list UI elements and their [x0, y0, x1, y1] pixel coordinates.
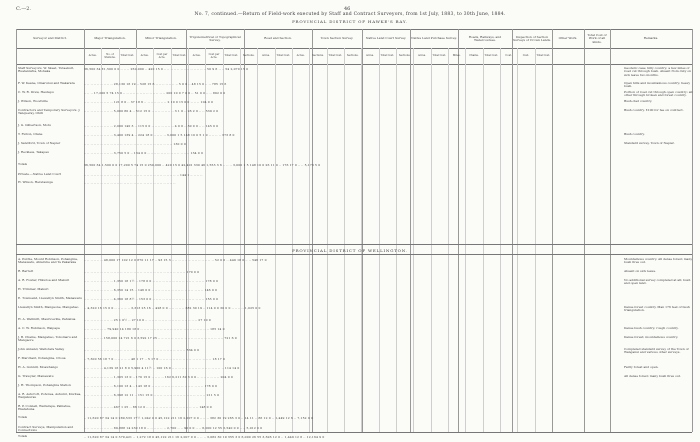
table-row	[16, 306, 692, 313]
surveyor-name: R. Barrett	[18, 269, 34, 273]
table-row	[16, 100, 692, 107]
table-row	[16, 181, 692, 188]
table-row	[16, 133, 692, 140]
surveyor-name: H. Trimmer, Makuri	[18, 287, 49, 291]
column-group-header: Minor Triangulation.	[145, 36, 177, 41]
totals-row	[16, 435, 692, 442]
column-subheader: Cost.	[505, 54, 512, 58]
row-values: .. .. .. .. .. .. .. .. .. 121 8 0 .. 37 18 6 .. .. .. .. .. .. .. 2 10 0 15 0 0 .. .. .. 104 0 0	[84, 100, 214, 104]
row-values: .. .. .. .. .. .. 4,139 16 21 8 0 5,900 4 11½ .. 100 16 0 .. .. .. .. .. .. .. .. .. .. .. .. .. .. .. .. 114 14 0	[84, 366, 240, 370]
remark: Bush country. £100 for fee on contract.	[624, 108, 684, 112]
table-row	[16, 375, 692, 382]
row-values: 36,500 34 £1,500 0 0 .. .. .. 250,000 .. 420 15 0 .. .. .. .. .. .. .. .. .. .. .. .. .. 50 9 6 .. .. 54 2,070 15 0	[84, 67, 249, 71]
remark: Open hills and mountainous country; heavy bush.	[624, 81, 691, 89]
table-row	[16, 109, 692, 116]
row-values: .. .. .. .. .. .. .. .. .. 28,130 16 19 .. 528 15 6 .. .. .. .. .. .. .. 5 0 0 .. 48 15 0 .. .. 785 15 6	[84, 82, 227, 86]
row-values: .. .. .. .. .. .. .. .. .. .. .. .. .. .. .. .. .. .. .. .. .. .. .. .. .. .. .. .. .. 144 1 .. .. .. ..	[84, 173, 203, 177]
table-row	[16, 348, 692, 355]
table-row	[16, 297, 692, 304]
table-row	[16, 151, 692, 158]
row-values: .. .. .. .. .. .. .. .. .. 25 1 0½ .. 27 10 0 .. .. .. .. .. .. .. .. .. .. .. .. .. .. .. .. 27 10 0	[84, 318, 211, 322]
column-subheader: Total Cost.	[484, 54, 499, 58]
remark: All dense forest; many bush fires out.	[624, 374, 681, 378]
row-values: .. .. .. .. .. .. .. .. .. 6,100 13 4 .. 143 18 0 .. .. .. .. .. .. .. .. .. .. .. .. .. .. .. .. 178 0 0	[84, 384, 218, 388]
row-values: .. .. .. .. .. .. .. .. .. 5,000 80 4 .. 512 15 0 .. .. .. .. .. .. .. 3 1 0 .. 26 2 0 .. .. 539 2 0	[84, 109, 219, 113]
column-subheader: Sections.	[242, 54, 255, 58]
surveyor-name: Contract Surveys, Manipulation and Connections	[18, 425, 74, 433]
column-group-header: Other Work.	[558, 36, 578, 41]
table-row	[16, 91, 692, 98]
column-group-header: Town Section Survey.	[320, 36, 354, 41]
table-row	[16, 318, 692, 325]
surveyor-name: A. R. Fowler, Hikuroa and Makuri	[18, 278, 70, 282]
surveyor-name: C. W. R. Drew, Hautapu	[18, 90, 54, 94]
column-subheader: Total Cost.	[536, 54, 551, 58]
table-row	[16, 66, 692, 77]
row-values: .. .. .. .. .. .. .. .. .. 1,350 18 1½ .. 178 0 0 .. .. .. .. .. .. .. .. .. .. .. .. .. .. .. .. 178 0 0	[84, 279, 219, 283]
row-values: .. .. .. .. .. .. .. .. .. .. .. .. .. .. .. .. .. .. .. .. .. .. .. .. .. .. .. 130 0 0	[84, 142, 186, 146]
row-values: .. .. .. .. .. .. .. .. .. 467 1 25 .. 86 12 0 .. .. .. .. .. .. .. .. .. .. .. .. .. .. .. .. 148 0 0	[84, 405, 212, 409]
surveyor-name: J. Reckless, Takapau	[18, 150, 49, 154]
table-row	[16, 366, 692, 373]
column-subheader: Sections.	[312, 54, 324, 58]
row-values: .. .. .. .. .. .. .. .. .. 2,000 140 3 .. 115 0 0 .. .. .. .. .. .. .. 4 0 0 .. 30 0 0 .. .. 145 0 0	[84, 124, 219, 128]
column-subheader: Total Cost.	[328, 54, 343, 58]
column-subheader: Acres.	[262, 54, 270, 58]
table-row	[16, 173, 692, 180]
column-header-surveyor: Surveyor and District.	[33, 36, 67, 41]
column-subheader: Chains.	[469, 54, 479, 58]
row-values: .. .. .. .. .. .. .. .. .. .. .. .. .. .. .. .. .. .. .. .. .. .. .. .. .. .. .. ..	[84, 181, 176, 185]
surveyor-name: Totals	[18, 162, 28, 166]
column-group-header: Total Cost of Work of all kinds.	[587, 32, 607, 44]
surveyor-name: Private.—Native Land Court	[18, 172, 62, 176]
column-subheader: Acres.	[192, 54, 201, 58]
table-row	[16, 142, 692, 149]
page-ref: C.—2.	[16, 6, 32, 12]
table-row	[16, 279, 692, 286]
column-subheader: Cost per Acre.	[156, 52, 168, 59]
surveyor-name: Contractors and Temporary Surveyors. J. Tanqueray, Ohiti	[18, 108, 81, 116]
table-row	[16, 357, 692, 364]
table-row	[16, 405, 692, 412]
table-row	[16, 384, 692, 391]
remark: Dense forest country. Man 176 feet of bush triangulation.	[624, 305, 690, 313]
column-subheader: Miles.	[452, 54, 461, 58]
remark: Completed standard survey of the Town of Wanganui and various other surveys.	[624, 347, 689, 355]
rule	[16, 64, 692, 65]
row-values: .. .. .. .. .. .. .. .. .. 4,360 18 8½ .. 153 0 0 .. .. .. .. .. .. .. .. .. .. .. .. .. .. .. .. 153 0 0	[84, 297, 219, 301]
row-values: .. .. .. .. .. .. .. .. .. 6,398 12 11 .. 151 15 0 .. .. .. .. .. .. .. .. .. .. .. .. .. .. .. .. 211 5 0	[84, 393, 220, 397]
remark: Dense bush country; rough country.	[624, 326, 679, 330]
surveyor-name: J. Sandford, Town of Napier	[18, 141, 61, 145]
surveyor-name: A. Purdie, Mount Robinson, Pohangina, Manawatu, Ahiaruhe and Te Pakaraka	[18, 257, 78, 265]
remark: Bush country.	[624, 132, 645, 136]
surveyor-name: A. C. W. Rubinson, Waipapa	[18, 326, 60, 330]
column-subheader: Total Cost.	[224, 54, 239, 58]
table-row	[16, 426, 692, 433]
column-group-header: Native Land Purchase Survey.	[411, 36, 457, 41]
totals-row	[16, 163, 692, 170]
table-row	[16, 327, 692, 334]
column-group-header: Roads, Railways, and Watercourses.	[468, 34, 502, 42]
row-values: .. .. .. .. .. .. .. .. .. 6,350 14 15 .. 146 0 0 .. .. .. .. .. .. .. .. .. .. .. .. .. .. .. .. 146 0 0	[84, 288, 218, 292]
column-group-header: Major Triangulation.	[94, 36, 126, 41]
column-subheader: Total Cost.	[380, 54, 395, 58]
rule	[16, 244, 692, 245]
column-subheader: Acres.	[418, 54, 426, 58]
row-values: 36,500 34 1,500 0 0 17,200 5 74 15 0 250,000 .. 420 15 0 42,401 330 46 1,553 3 6 .. .. .. 3,000 1 5 148 10 0 26 11 0 .. 176 17 0 .. .. 5,173 5 0	[84, 163, 321, 167]
surveyor-name: Staff Surveyors. W. Skeet, Tutaekuri, Ruataniwha, Mohaka	[18, 66, 75, 74]
column-subheader: Cost per Acre.	[208, 52, 220, 59]
column-subheader: Acres.	[140, 54, 149, 58]
row-values: .. .. .. 17,200 5 74 15 0 .. .. .. .. .. .. .. .. .. .. .. .. .. 200 10 0 7 0 0 .. 51 0 0 .. .. 892 0 0	[84, 91, 226, 95]
column-subheader: Acres.	[296, 54, 305, 58]
remark: Absent on sick leave.	[624, 269, 657, 273]
table-row	[16, 82, 692, 89]
column-group-header: Native Land Court Survey.	[365, 36, 407, 41]
rule	[16, 29, 692, 30]
totals-row	[16, 416, 692, 423]
row-values: .. 4,320 16 15 0 0 .. .. .. .. .. 3,313 25 16 .. 428 0 0 .. .. .. .. .. 382 30 19 .. 114 0 0 30 0 0 .. .. .. .. 1,025 0 0	[84, 306, 261, 310]
remark: Portion of road cut through open country; all other through broken and forest country.	[624, 90, 693, 98]
surveyor-name: Llewellyn Smith, Mangaone, Mangahao	[18, 305, 79, 309]
column-subheader: Total Cost.	[432, 54, 447, 58]
surveyor-name: R. P. Connell, Wairarapa, Pahiatua, Ekatahuna	[18, 404, 71, 412]
row-values: .. .. .. .. .. .. 158,000 14 721 6 0 3,592 17 25 .. .. .. .. .. .. .. .. .. .. .. .. .. .. .. .. .. .. .. .. 721 6 0	[84, 336, 237, 340]
column-subheader: Cost.	[522, 54, 530, 58]
surveyor-name: J. B. Chaine, Mangahao, Tokomaru and Mangaore	[18, 335, 78, 343]
row-values: .. .. .. .. .. .. 48,000 17 102 12 0 870 11 17 .. 93 15 3 .. .. .. .. .. .. .. .. .. .. .. .. .. 52 0 0 .. 449 18 0 .. .. 546 17 0	[84, 258, 267, 262]
column-group-header: Trigonometrical or Topographical Survey.	[189, 34, 241, 42]
row-values: .. 11,620 87 34 14 0 379,421 .. 1,272 18 0 45,122 211 16 2,007 0 0 .. .. .. 3,082 30 19 355 3 0 6,000 26 55 3,626 12 0 .. 1,449 12 6 .. 12,164 9 0	[84, 435, 325, 439]
section-title-wellington: PROVINCIAL DISTRICT OF WELLINGTON.	[292, 248, 408, 253]
page-title: No. 7, continued.—Return of Field-work executed by Staff and Contract Surveyors, from 1st July, 1883, to 30th June, 1884.	[194, 12, 506, 17]
surveyor-name: Totals	[18, 434, 28, 438]
row-values: .. .. .. .. .. .. .. .. .. .. .. .. .. .. .. .. .. .. .. .. .. .. .. .. .. .. .. .. .. .. .. 170 0 0	[84, 270, 200, 274]
row-values: .. .. .. .. .. .. .. .. .. 1,305 13 0 .. 170 15 0 .. .. .. .. 162 6,211 30 3 0 0 .. .. .. .. .. .. .. 204 0 0	[84, 375, 233, 379]
remark: Geodetic case; hilly country; a few miles of road cut through bush. Absent from duty on sick leave two months.	[624, 66, 692, 77]
column-group-header: Road and Section.	[264, 36, 292, 41]
remark: Dense forest; mountainous country.	[624, 335, 679, 339]
surveyor-name: Totals	[18, 415, 28, 419]
table-row	[16, 288, 692, 295]
column-rule	[692, 29, 693, 432]
table-row	[16, 393, 692, 400]
column-subheader: Total Cost.	[276, 54, 291, 58]
row-values: .. .. .. .. .. .. .. .. .. .. .. .. .. .. .. .. .. .. .. .. .. .. .. .. .. .. .. .. .. .. .. 534 0 0	[84, 348, 200, 352]
remark: Mountainous country. All dense forest; many bush fires out.	[624, 257, 693, 265]
surveyor-name: E. Townsend, Llewellyn Smith, Manawatu	[18, 296, 82, 300]
column-subheader: Acres.	[366, 54, 374, 58]
column-group-header: Remarks.	[643, 36, 659, 41]
column-subheader: Total Cost.	[120, 54, 135, 58]
column-subheader: Sections.	[398, 54, 411, 58]
remark: Fairly forest and open.	[624, 365, 659, 369]
surveyor-name: A. R. Ashcroft, Pohotea, Ashurst, Kiwitea, Waipukurau	[18, 392, 82, 400]
surveyor-name: G. Trawyler, Manawatu	[18, 374, 54, 378]
remark: No additional survey completed at all; bush and open land.	[624, 278, 691, 286]
rule	[16, 48, 692, 49]
surveyor-name: H. A. Gunnill, Moawhango	[18, 365, 59, 369]
surveyor-name: J. Wilson, Woodville	[18, 99, 48, 103]
remark: Standard survey, Town of Napier.	[624, 141, 675, 145]
surveyor-name: T. Fulton, Otane	[18, 132, 43, 136]
surveyor-name: J. H. Thompson, Pohangina Station	[18, 383, 71, 387]
surveyor-name: F. W. Keane, Omarunui and Wakarara	[18, 81, 75, 85]
column-subheader: Total Cost.	[172, 54, 187, 58]
surveyor-name: H. Wilson, Heretaunga	[18, 180, 53, 184]
surveyor-name: J. G. Gilbertson, Motu	[18, 123, 51, 127]
row-values: .. 11,620 87 34 14 0 289,533 17½ 1,042 0 0 45,122 211 16 2,007 0 0 .. .. .. 382 30 19 265 3 0 .. 14 11 .. 86 12 0 .. 1,449 12 6 .. 7,152 9 0	[84, 416, 314, 420]
table-row	[16, 336, 692, 343]
page-number: 46	[344, 6, 351, 12]
table-row	[16, 258, 692, 265]
table-row	[16, 270, 692, 277]
surveyor-name: John Annand, Waitotara Valley	[18, 347, 65, 351]
row-values: .. .. .. .. .. .. .. .. .. 89,888 14 230 18 0 .. .. .. .. .. .. 2,700 .. .. 90 0 0 .. .. 6,000 12 55 3,540 0 0 .. .. 5,012 0 0	[84, 426, 263, 430]
row-values: .. 7,300 56 18 7 0 .. .. .. .. .. 48 1 17 .. 5 17 0 .. .. .. .. .. .. .. .. .. .. .. .. .. .. .. .. 18 17 0	[84, 357, 226, 361]
remark: Bush-clad country.	[624, 99, 653, 103]
column-subheader: No. of Stations.	[104, 52, 116, 59]
column-subheader: Acres.	[88, 54, 97, 58]
row-values: .. .. .. .. .. .. .. .. .. 3,400 139 4 .. 224 18 0 .. .. .. .. 3,000 1 5 148 10 0 5 1 0 .. .. .. .. 373 8 0	[84, 133, 235, 137]
row-values: .. .. .. .. .. .. .. .. .. 3,750 5 0 .. 134 0 0 .. .. .. .. .. .. .. .. .. .. .. .. .. 134 0 0	[84, 151, 204, 155]
surveyor-name: H. A. Wellmitt, Mauriceville, Pahiatua	[18, 317, 76, 321]
rule	[16, 254, 692, 255]
surveyor-name: F. Marchant, Pohangina, Oroua	[18, 356, 66, 360]
row-values: .. .. .. .. .. .. .. 79,940 14 180 18 0 .. .. .. .. .. .. .. .. .. .. .. .. .. .. .. .. .. .. .. .. .. 185 14 0	[84, 327, 225, 331]
section-title-hawkes-bay: PROVINCIAL DISTRICT OF HAWKE'S BAY.	[292, 19, 408, 24]
table-row	[16, 124, 692, 131]
column-group-header: Inspection of Section Surveys of Crown Lands.	[512, 34, 552, 42]
column-subheader: Sections.	[346, 54, 359, 58]
